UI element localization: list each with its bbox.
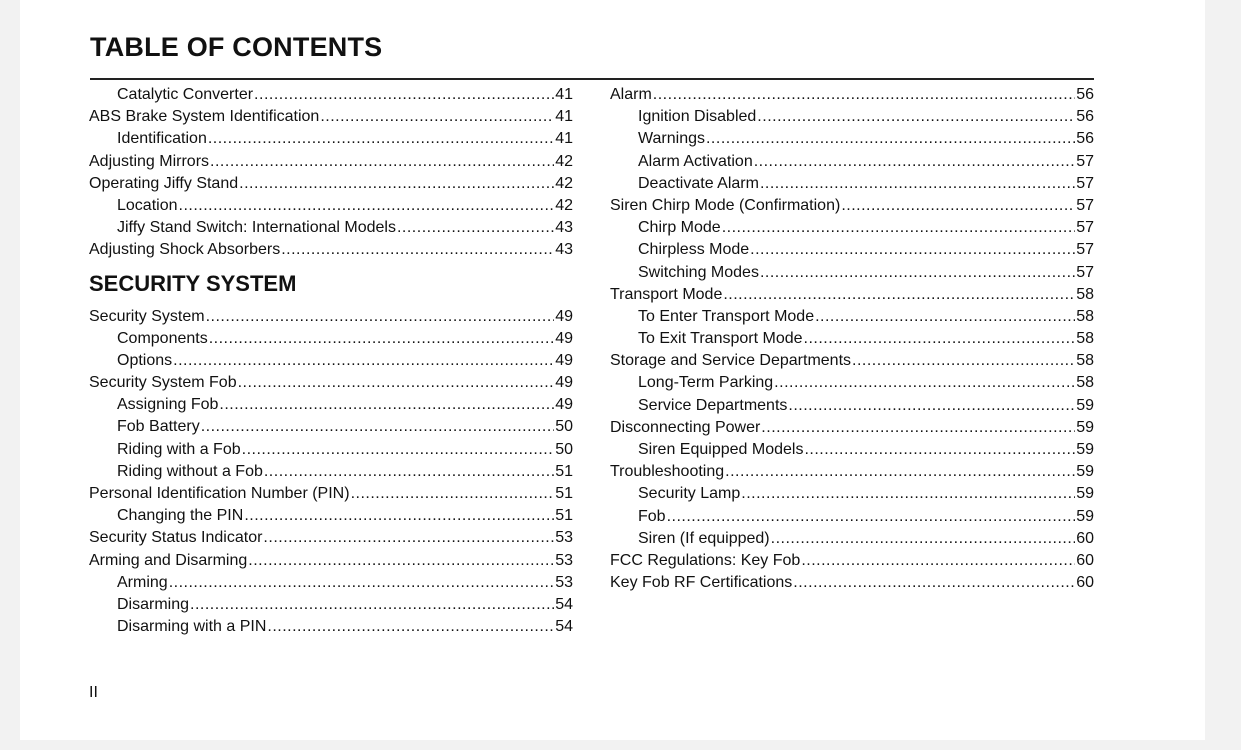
toc-entry-title: Security Lamp: [638, 485, 741, 503]
dot-leader: [206, 306, 555, 328]
toc-entry-page: 58: [1076, 352, 1094, 370]
toc-entry[interactable]: [89, 483, 573, 505]
dot-leader: [757, 106, 1075, 128]
dot-leader: [267, 616, 554, 638]
dot-leader: [173, 350, 554, 372]
toc-entry[interactable]: [610, 461, 1094, 483]
dot-leader: [209, 328, 554, 350]
dot-leader: [281, 239, 554, 261]
toc-entry[interactable]: [610, 217, 1094, 239]
toc-entry-page: 59: [1076, 441, 1094, 458]
toc-entry-title: Service Departments: [638, 396, 788, 414]
toc-entry[interactable]: [89, 328, 573, 350]
toc-entry-page: 58: [1076, 330, 1094, 348]
toc-entry[interactable]: [610, 306, 1094, 328]
dot-leader: [238, 372, 555, 394]
toc-entry-page: 41: [555, 86, 573, 103]
toc-entry-title: Siren (If equipped): [638, 529, 770, 547]
toc-entry[interactable]: [610, 328, 1094, 350]
toc-entry[interactable]: [610, 550, 1094, 572]
dot-leader: [397, 217, 554, 239]
toc-entry[interactable]: [89, 372, 573, 394]
toc-entry-title: Catalytic Converter: [117, 86, 254, 103]
dot-leader: [210, 151, 554, 173]
toc-entry[interactable]: [89, 527, 573, 549]
toc-entry-page: 50: [555, 440, 573, 458]
dot-leader: [771, 528, 1076, 550]
toc-entry[interactable]: [610, 84, 1094, 106]
toc-entry-title: Troubleshooting: [610, 463, 725, 481]
toc-entry-page: 41: [555, 130, 573, 148]
toc-entry[interactable]: [89, 173, 573, 195]
toc-entry-title: Fob Battery: [117, 418, 200, 436]
toc-entry[interactable]: [610, 417, 1094, 439]
dot-leader: [725, 461, 1075, 483]
toc-entry-page: 50: [555, 418, 573, 436]
toc-entry-page: 57: [1076, 152, 1094, 170]
toc-entry-title: Security System Fob: [89, 374, 237, 392]
dot-leader: [201, 416, 555, 438]
toc-entry-title: Arming: [117, 573, 168, 591]
toc-entry-title: Fob: [638, 507, 666, 525]
toc-entry[interactable]: [610, 173, 1094, 195]
dot-leader: [722, 217, 1076, 239]
toc-entry-title: Identification: [117, 130, 207, 148]
dot-leader: [264, 461, 554, 483]
toc-entry[interactable]: [89, 394, 573, 416]
toc-entry-page: 59: [1076, 396, 1094, 414]
toc-entry-page: 58: [1076, 307, 1094, 325]
toc-entry-page: 60: [1076, 574, 1094, 592]
toc-entry-title: ABS Brake System Identification: [89, 108, 320, 126]
toc-entry-title: Adjusting Mirrors: [89, 152, 210, 170]
toc-entry-title: Adjusting Shock Absorbers: [89, 241, 281, 259]
toc-entry-title: Location: [117, 196, 178, 214]
toc-entry[interactable]: [89, 128, 573, 150]
dot-leader: [242, 439, 555, 461]
toc-entry[interactable]: [610, 350, 1094, 372]
dot-leader: [239, 173, 554, 195]
toc-entry-page: 51: [555, 462, 573, 480]
dot-leader: [761, 417, 1075, 439]
dot-leader: [653, 84, 1075, 106]
toc-entry-page: 49: [555, 374, 573, 392]
toc-entry[interactable]: [89, 594, 573, 616]
dot-leader: [804, 439, 1075, 461]
toc-list-security: [89, 306, 573, 639]
toc-entry[interactable]: [610, 372, 1094, 394]
toc-entry-title: Long-Term Parking: [638, 374, 774, 392]
dot-leader: [263, 527, 554, 549]
right-column: [610, 84, 1094, 594]
toc-entry[interactable]: [89, 439, 573, 461]
toc-entry-title: To Enter Transport Mode: [638, 307, 815, 325]
toc-entry-page: 57: [1076, 241, 1094, 259]
toc-entry[interactable]: [89, 550, 573, 572]
toc-entry[interactable]: [610, 262, 1094, 284]
toc-entry-title: Changing the PIN: [117, 507, 244, 525]
dot-leader: [667, 506, 1076, 528]
toc-entry-title: Personal Identification Number (PIN): [89, 485, 350, 502]
toc-entry-title: Assigning Fob: [117, 396, 219, 414]
toc-entry-title: Switching Modes: [638, 263, 759, 281]
toc-entry[interactable]: [89, 217, 573, 239]
toc-entry-title: Disarming: [117, 595, 190, 613]
dot-leader: [815, 306, 1075, 328]
toc-entry-title: Security System: [89, 307, 205, 325]
toc-entry[interactable]: [610, 239, 1094, 261]
dot-leader: [244, 505, 554, 527]
toc-entry-page: 49: [555, 329, 573, 347]
toc-entry[interactable]: [610, 106, 1094, 128]
dot-leader: [788, 395, 1075, 417]
left-column: [89, 84, 573, 638]
dot-leader: [248, 550, 554, 572]
toc-entry-page: 57: [1076, 263, 1094, 281]
title-rule: [90, 78, 1094, 80]
dot-leader: [219, 394, 554, 416]
dot-leader: [750, 239, 1075, 261]
dot-leader: [723, 284, 1075, 306]
toc-entry-title: Alarm Activation: [638, 152, 753, 170]
toc-list-alarm: [610, 84, 1094, 594]
toc-entry-page: 56: [1076, 130, 1094, 148]
toc-entry-page: 53: [555, 551, 573, 569]
toc-entry-page: 58: [1076, 374, 1094, 392]
toc-entry-title: Disarming with a PIN: [117, 618, 267, 636]
dot-leader: [804, 328, 1076, 350]
page-title: TABLE OF CONTENTS: [90, 32, 383, 62]
toc-entry[interactable]: [610, 439, 1094, 461]
toc-entry-page: 60: [1076, 529, 1094, 547]
toc-entry-page: 54: [555, 618, 573, 636]
toc-entry-page: 54: [555, 595, 573, 613]
toc-entry[interactable]: [610, 195, 1094, 217]
toc-entry[interactable]: [610, 572, 1094, 594]
page-number: II: [89, 684, 98, 701]
toc-entry-page: 59: [1076, 418, 1094, 436]
toc-entry-page: 43: [555, 241, 573, 259]
toc-entry-title: Key Fob RF Certifications: [610, 574, 793, 592]
toc-entry-page: 51: [555, 485, 573, 502]
toc-entry-page: 56: [1076, 86, 1094, 103]
toc-entry-page: 49: [555, 307, 573, 325]
toc-entry-title: Disconnecting Power: [610, 418, 761, 436]
dot-leader: [774, 372, 1075, 394]
toc-entry-page: 49: [555, 396, 573, 414]
toc-entry-page: 51: [555, 507, 573, 525]
dot-leader: [741, 483, 1075, 505]
toc-entry[interactable]: [610, 151, 1094, 173]
dot-leader: [706, 128, 1075, 150]
dot-leader: [208, 128, 554, 150]
toc-entry[interactable]: [89, 239, 573, 261]
toc-entry[interactable]: [89, 350, 573, 372]
toc-entry-title: FCC Regulations: Key Fob: [610, 551, 801, 569]
toc-entry[interactable]: [610, 395, 1094, 417]
dot-leader: [320, 106, 554, 128]
toc-entry-title: Components: [117, 329, 208, 347]
toc-entry-page: 59: [1076, 507, 1094, 525]
toc-entry-page: 58: [1076, 285, 1094, 303]
toc-entry-page: 42: [555, 174, 573, 192]
section-heading: SECURITY SYSTEM: [89, 270, 297, 296]
toc-entry-page: 41: [555, 108, 573, 126]
toc-entry[interactable]: [89, 616, 573, 638]
dot-leader: [351, 483, 555, 505]
toc-entry-title: Arming and Disarming: [89, 551, 248, 569]
toc-entry-page: 59: [1076, 463, 1094, 481]
toc-entry[interactable]: [610, 483, 1094, 505]
toc-entry-page: 57: [1076, 196, 1094, 214]
toc-entry-title: To Exit Transport Mode: [638, 330, 803, 348]
dot-leader: [760, 262, 1075, 284]
toc-entry-page: 57: [1076, 174, 1094, 192]
dot-leader: [169, 572, 555, 594]
toc-entry[interactable]: [89, 461, 573, 483]
toc-entry[interactable]: [610, 128, 1094, 150]
toc-entry-page: 53: [555, 573, 573, 591]
toc-entry[interactable]: [89, 416, 573, 438]
toc-entry-page: 49: [555, 351, 573, 369]
toc-entry-title: Options: [117, 351, 173, 369]
toc-entry-title: Ignition Disabled: [638, 108, 757, 126]
toc-entry-page: 57: [1076, 219, 1094, 237]
toc-entry-title: Warnings: [638, 130, 705, 148]
dot-leader: [801, 550, 1075, 572]
toc-entry-title: Storage and Service Departments: [610, 352, 852, 370]
toc-entry[interactable]: [89, 572, 573, 594]
dot-leader: [760, 173, 1075, 195]
toc-entry[interactable]: [610, 506, 1094, 528]
toc-entry-title: Operating Jiffy Stand: [89, 174, 239, 192]
toc-entry-title: Transport Mode: [610, 285, 723, 303]
dot-leader: [179, 195, 555, 217]
dot-leader: [190, 594, 554, 616]
dot-leader: [754, 151, 1075, 173]
toc-entry-title: Chirp Mode: [638, 219, 721, 237]
toc-entry[interactable]: [610, 284, 1094, 306]
dot-leader: [793, 572, 1075, 594]
toc-entry-title: Alarm: [610, 86, 652, 103]
dot-leader: [852, 350, 1075, 372]
toc-entry-page: 42: [555, 152, 573, 170]
toc-list-general: [89, 84, 573, 262]
toc-entry[interactable]: [89, 505, 573, 527]
toc-entry[interactable]: [89, 151, 573, 173]
toc-entry-title: Riding with a Fob: [117, 440, 241, 458]
toc-entry-title: Siren Equipped Models: [638, 441, 804, 458]
toc-entry-title: Security Status Indicator: [89, 529, 263, 547]
dot-leader: [841, 195, 1075, 217]
document-page: [20, 0, 1205, 740]
toc-entry-page: 42: [555, 196, 573, 214]
toc-entry-page: 43: [555, 219, 573, 237]
toc-entry-page: 56: [1076, 108, 1094, 126]
toc-entry-title: Jiffy Stand Switch: International Models: [117, 219, 396, 237]
toc-entry[interactable]: [89, 106, 573, 128]
dot-leader: [254, 84, 554, 106]
toc-entry-title: Deactivate Alarm: [638, 174, 759, 192]
toc-entry-title: Chirpless Mode: [638, 241, 750, 259]
toc-entry[interactable]: [89, 84, 573, 106]
toc-entry-title: Riding without a Fob: [117, 462, 263, 480]
toc-entry[interactable]: [89, 195, 573, 217]
toc-entry-page: 60: [1076, 551, 1094, 569]
toc-entry-page: 59: [1076, 485, 1094, 503]
toc-entry-page: 53: [555, 529, 573, 547]
toc-entry[interactable]: [610, 528, 1094, 550]
toc-entry[interactable]: [89, 306, 573, 328]
toc-entry-title: Siren Chirp Mode (Confirmation): [610, 196, 841, 214]
